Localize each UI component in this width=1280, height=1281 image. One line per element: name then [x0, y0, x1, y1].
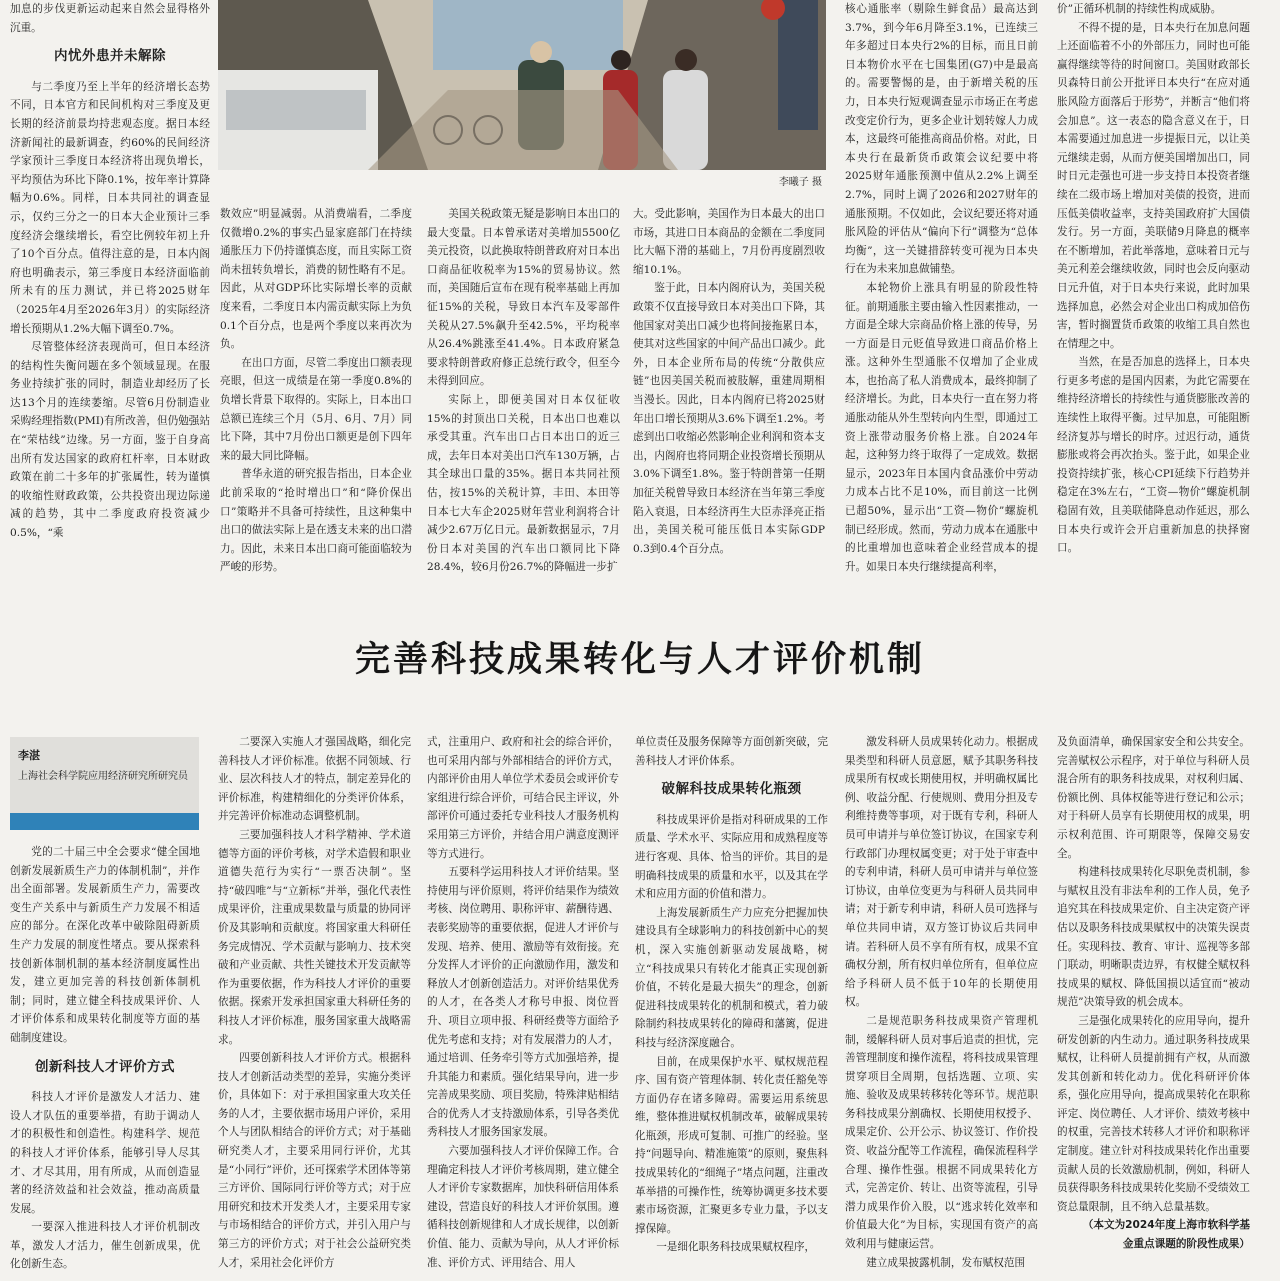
paragraph: 当然，在是否加息的选择上，日本央行更多考虑的是国内因素，为此它需要在维持经济增长的持续性与通货膨胀改善的连续性上取得平衡。过早加息，可能阻断经济复苏与增长的时序。过迟行动，通货膨胀或将会再次抬头。鉴于此，如果企业投资持续扩张，核心CPI延续下行趋势并稳定在3%左右，“工资—物价”螺旋机制稳固有效，且美联储降息动作延迟，那么日本央行或许会开启重新加息的抉择窗口。 [1057, 356, 1250, 555]
paragraph: 四要创新科技人才评价方式。根据科技人才创新活动类型的差异，实施分类评价，具体如下：对于承担国家重大攻关任务的人才，主要依据市场用户评价，采用个人与团队相结合的评价方式；对于基础研究类人才，主要采用同行评价，尤其是“小同行”评价，还可探索学术团体等第三方评价、国际同行评价等方式；对于应用研究和技术开发类人才，主要采用专家与市场相结合的评价方式，并引入用户与第三方的评价方式；对于社会公益研究类人才，采用社会化评价方 [218, 1052, 411, 1269]
paragraph: 价”正循环机制的持续性构成威胁。 [1057, 3, 1222, 15]
paragraph: 一是细化职务科技成果赋权程序， [656, 1241, 816, 1254]
article-column-3 [427, 733, 619, 1281]
article-column-4 [635, 733, 828, 1281]
top-column-6 [1057, 0, 1250, 592]
paragraph: 加息的步伐更新运动起来自然会显得格外沉重。 [10, 3, 210, 34]
paragraph: 目前，在成果保护水平、赋权规范程序、国有资产管理体制、转化责任豁免等方面仍存在诸多障碍。需要运用系统思维，整体推进赋权机制改革，破解成果转化瓶颈，形成可复制、可推广的经验。坚持“问题导向、精准施策”的原则，聚焦科技成果转化的“细绳子”堵点问题，注重改革举措的可操作性，统筹协调更多技术要素市场资源，汇聚更多专业力量，予以支撑保障。 [635, 1055, 828, 1235]
paragraph: 三是强化成果转化的应用导向，提升研发创新的内生动力。通过职务科技成果赋权，让科研人员提前拥有产权，从而激发其创新和转化动力。优化科研评价体系，强化应用导向，提高成果转化在职称评定、岗位聘任、人才评价、绩效考核中的权重，完善技术转移人才评价和职称评定制度。建立针对科技成果转化作出重要贡献人员的长效激励机制，例如，科研人员获得职务科技成果转化奖励不受绩效工资总量限制，且不纳入总量基数。 [1057, 1014, 1250, 1213]
section-subheading: 创新科技人才评价方式 [35, 1058, 175, 1075]
top-column-1 [10, 0, 210, 592]
paragraph: 大。受此影响，美国作为日本最大的出口市场，其进口日本商品的金额在二季度同比大幅下滑的基础上，7月份再度剧烈收缩10.1%。 [633, 208, 825, 276]
paragraph: 鉴于此，日本内阁府认为，美国关税政策不仅直接导致日本对美出口下降，其他国家对美出口减少也将间接拖累日本，使其对这些国家的中间产品出口减少。此外，日本企业所布局的传统“分散供应链”也因美国关税而被肢解，重建周期相当漫长。因此，日本内阁府已将2025财年出口增长预期从3.6%下调至1.2%。考虑到出口收缩必然影响企业利润和资本支出，内阁府也将同期企业投资增长预期从3.0%下调至1.8%。鉴于特朗普第一任期加征关税曾导致日本经济在当年第三季度陷入衰退，日本经济再生大臣赤泽亮正指出，美国关税可能压低日本实际GDP 0.3到0.4个百分点。 [633, 282, 825, 555]
author-box [10, 737, 199, 813]
photo-caption: 李曦子 摄 [778, 177, 822, 188]
paragraph: 党的二十届三中全会要求“健全国地创新发展新质生产力的体制机制”，并作出全面部署。发展新质生产力，需要改变生产关系中与新质生产力发展不相适应的部分。在深化改革中破除阻碍新质生产力发展的制度性堵点。要从探索科技创新体制机制的基本经济制度属性出发，建立更加完善的科技创新体制机制；同时，建立健全科技成果评价、人才评价体系和成果转化制度等方面的基础制度建设。 [10, 846, 200, 1044]
author-affiliation: 上海社会科学院应用经济研究所研究员 [18, 771, 188, 782]
paragraph: 本轮物价上涨具有明显的阶段性特征。前期通胀主要由输入性因素推动，一方面是全球大宗商品价格上涨的传导，另一方面是日元贬值导致进口商品价格上涨。这种外生型通胀不仅增加了企业成本，也抬高了私人消费成本，最终抑制了经济增长。为此，日本央行一直在努力将通胀动能从外生型转向内生型，即通过工资上涨带动服务价格上涨。自2024年起，这种努力终于取得了一定成效。数据显示，2023年日本国内食品涨价中劳动力成本占比不足10%，而目前这一比例已超50%，显示出“工资—物价”螺旋机制已经形成。然而，劳动力成本在通胀中的比重增加也意味着企业经营成本的提升。如果日本央行继续提高利率， [845, 281, 1038, 573]
top-column-3 [427, 205, 620, 592]
paragraph: 核心通胀率（剔除生鲜食品）最高达到3.7%，到今年6月降至3.1%，已连续三年多超过日本央行2%的目标，而且日前日本物价水平在七国集团(G7)中是最高的。需要警惕的是，由于新增关税的压力，日本央行短观调查显示市场正在考虑改变定价行为，更多企业计划转嫁人力成本，这最终可能推高商品价格。对此，日本央行在最新货币政策会议纪要中将2025财年通胀预测中值从2.2%上调至2.7%，同时上调了2026和2027财年的通胀预期。不仅如此，会议纪要还将对通胀风险的评估从“偏向下行”调整为“总体均衡”，这一关键措辞转变可视为日本央行在为未来加息做铺垫。 [845, 3, 1038, 276]
paragraph: 及负面清单，确保国家安全和公共安全。完善赋权公示程序，对于单位与科研人员混合所有的职务科技成果，对权利归属、份额比例、具体权能等进行登记和公示；对于科研人员享有长期使用权的成果，明示权利范围、许可期限等，保障交易安全。 [1057, 736, 1250, 860]
author-accent-bar [10, 813, 199, 830]
paragraph: 一要深入推进科技人才评价机制改革，激发人才活力，催生创新成果，优化创新生态。 [10, 1221, 200, 1271]
paragraph: 二是规范职务科技成果资产管理机制，缓解科研人员对事后追责的担忧，完善管理制度和操作流程，将科技成果管理贯穿项目全周期，包括选题、立项、实施、验收及成果转移转化等环节。规范职务科技成果分割确权、长期使用权授予、成果定价、公开公示、协议签订、作价投资、收益分配等工作流程，确保流程科学合理、操作性强。根据不同成果转化方式，完善定价、转让、出资等流程，引导潜力成果作价入股，以“逃求转化效率和价值最大化”为目标，实现国有资产的高效利用与健康运营。 [845, 1014, 1038, 1251]
article-column-1 [10, 843, 200, 1281]
section-subheading: 内忧外患并未解除 [54, 48, 166, 65]
top-column-4 [633, 205, 825, 592]
paragraph: 单位责任及服务保障等方面创新突破，完善科技人才评价体系。 [635, 736, 828, 767]
paragraph: 三要加强科技人才科学精神、学术道德等方面的评价考核，对学术造假和职业道德失范行为实行“一票否决制”。坚持“破四唯”与“立新标”并举，强化代表性成果评价，注重成果数量与质量的协同评价及其影响和贡献度。将国家重大科研任务完成情况、学术贡献与影响力、技术突破和产业贡献、共性关键技术开发贡献等作为重要依据，作为科技人才评价的重要依据。探索开发承担国家重大科研任务的科技人才评价标准，服务国家重大战略需求。 [218, 828, 411, 1046]
paragraph: 在出口方面，尽管二季度出口额表现亮眼，但这一成绩是在第一季度0.8%的负增长背景下取得的。实际上，日本出口总额已连续三个月（5月、6月、7月）同比下降，其中7月份出口额更是创下四年来的最大同比降幅。 [220, 356, 412, 462]
paragraph: 构建科技成果转化尽职免责机制，参与赋权且没有非法牟利的工作人员，免予追究其在科技成果定价、自主决定资产评估以及职务科技成果赋权中的决策失误责任。实现科技、教育、审计、巡视等多部门联动，明晰职责边界，有权健全赋权科技成果的赋权、降低国损以适宜而“被动规范”决策导致的机会成本。 [1057, 866, 1250, 1009]
paragraph: 激发科研人员成果转化动力。根据成果类型和科研人员意愿，赋予其职务科技成果所有权或长期使用权，并明确权属比例、收益分配、行使规则、费用分担及专利维持费等事项，对于既有专利，科研人员可申请并与单位签订协议，在国家专利行政部门办理权属变更；对于处于审查中的专利申请，科研人员可申请并与单位签订协议，由单位变更为与科研人员共同申请；对于新专利申请，科研人员可选择与单位共同申请，双方签订协议后共同申请。若科研人员不享有所有权，成果不宜确权分割，所有权归单位所有，但单位应给予科研人员不低于10年的长期使用权。 [845, 736, 1038, 1009]
paragraph: 不得不提的是，日本央行在加息问题上还面临着不小的外部压力，同时也可能赢得继续等待的时间窗口。美国财政部长贝森特日前公开批评日本央行“在应对通胀风险方面落后于形势”，并断言“他们将会加息”。这一表态的隐含意义在于，日本需要通过加息进一步提振日元，以让美元继续走弱，从而方便美国增加出口，同时日元走强也可进一步支持日本投资者继续在二级市场上增加对美债的投资，进而压低美债收益率，支持美国政府扩大国债发行。另一方面，美联储9月降息的概率在不断增加，若此举落地，意味着日元与美元利差会继续收敛，同时也会反向驱动日元升值，对于日本央行来说，此时加果选择加息，必然会对企业出口构成加倍伤害，暂时搁置货币政策的收缩工具自然也在情理之中。 [1057, 21, 1250, 350]
paragraph: 式，注重用户、政府和社会的综合评价，也可采用内部与外部相结合的评价方式，内部评价由用人单位学术委员会或评价专家组进行综合评价，可结合民主评议，外部评价可通过委托专业科技人才服务机构采用第三方评价，并结合用户满意度测评等方式进行。 [427, 736, 619, 860]
author-name: 李湛 [18, 749, 40, 762]
article-headline: 完善科技成果转化与人才评价机制 [354, 639, 925, 680]
street-photo [218, 0, 826, 170]
paragraph: 尽管整体经济表现尚可，但日本经济的结构性失衡问题在多个领域显现。在服务业持续扩张的同时，制造业却经历了长达13个月的连续萎缩。尽管6月份制造业采购经理指数(PMI)有所改善，但仍勉强站在“荣枯线”边缘。另一方面，鉴于自身高出所有发达国家的政府杠杆率，日本财政政策在前二十多年的扩张属性，转为谨慎的收缩性财政政策，公共投资出现边际递减的趋势，其中二季度政府投资减少0.5%，“乘 [10, 341, 210, 540]
article-column-2 [218, 733, 411, 1281]
article-column-6 [1057, 733, 1250, 1281]
article-column-5 [845, 733, 1038, 1281]
paragraph: 美国关税政策无疑是影响日本出口的最大变量。日本曾承诺对美增加5500亿美元投资，以此换取特朗普政府对日本出口商品征收税率为15%的贸易协议。然而，美国随后宣布在现有税率基础上再加征15%的关税，导致日本汽车及零部件关税从27.5%飙升至42.5%，平均税率从26.4%跳涨至41.4%。日本政府紧急要求特朗普政府修正总统行政令，但至今未得到回应。 [427, 208, 620, 388]
article-footnote: （本文为2024年度上海市软科学基金重点课题的阶段性成果） [1082, 1219, 1250, 1251]
paragraph: 普华永道的研究报告指出，日本企业此前采取的“抢时增出口”和“降价保出口”策略并不具备可持续性，且这种集中出口的做法实际上是在透支未来的出口潜力。因此，未来日本出口商可能面临较为严峻的形势。 [220, 468, 412, 574]
street-photo-illustration [218, 0, 826, 170]
paragraph: 数效应”明显减弱。从消费端看，二季度仅微增0.2%的事实凸显家庭部门在持续通胀压力下仍持谨慎态度，而且实际工资尚未扭转负增长，消费的韧性略有不足。因此，从对GDP环比实际增长率的贡献度来看，二季度日本内需贡献实际上为负0.1个百分点，也是两个季度以来再次为负。 [220, 208, 412, 351]
section-subheading: 破解科技成果转化瓶颈 [661, 781, 802, 798]
paragraph: 实际上，即便美国对日本仅征收15%的封顶出口关税，日本出口也难以承受其重。汽车出口占日本出口的近三成，去年日本对美出口汽车130万辆，占其全球出口量的35%。据日本共同社预估，按15%的关税计算，丰田、本田等日本七大车企2025财年营业利润将合计减少2.67万亿日元。最新数据显示，7月份日本对美国的汽车出口额同比下降28.4%，较6月份26.7%的降幅进一步扩 [427, 393, 620, 574]
paragraph: 建立成果披露机制，发布赋权范围 [866, 1256, 1026, 1269]
paragraph: 上海发展新质生产力应充分把握加快建设具有全球影响力的科技创新中心的契机，深入实施创新驱动发展战略，树立“科技成果只有转化才能真正实现创新价值，不转化是最大损失”的理念，创新促进科技成果转化的机制和模式，着力破除制约科技成果转化的障碍和藩篱，促进科技与经济深度融合。 [635, 906, 828, 1049]
paragraph: 二要深入实施人才强国战略，细化完善科技人才评价标准。依据不同领域、行业、层次科技人才的特点，制定差异化的评价标准，构建精细化的分类评价体系，并完善评价标准动态调整机制。 [218, 736, 411, 823]
paragraph: 六要加强科技人才评价保障工作。合理确定科技人才评价考核周期，建立健全人才评价专家数据库，加快科研信用体系建设，营造良好的科技人才评价氛围。遵循科技创新规律和人才成长规律，以创新价值、能力、贡献为导向，从人才评价标准、评价方式、评用结合、用人 [427, 1145, 619, 1269]
paragraph: 科技人才评价是激发人才活力、建设人才队伍的重要举措，有助于调动人才的积极性和创造性。构建科学、规范的科技人才评价体系，能够引导人尽其才、才尽其用，用有所成，从而创造显著的经济效益和社会效益，推动高质量发展。 [10, 1091, 200, 1215]
paragraph: 与二季度乃至上半年的经济增长态势不同，日本官方和民间机构对三季度及更长期的经济前景均持悲观态度。据日本经济新闻社的最新调查，约60%的民间经济学家预计三季度日本经济将出现负增长，平均预估为环比下降0.1%，按年率计算降幅为0.6%。同样，日本共同社的调查显示，仅约三分之一的日本大企业预计三季度经济会继续增长，看空比例较年初上升了10个百分点。值得注意的是，日本内阁府也明确表示，第三季度日本经济面临前所未有的压力测试，并已将2025财年（2025年4月至2026年3月）的实际经济增长预期从1.2%大幅下调至0.7%。 [10, 80, 210, 335]
paragraph: 五要科学运用科技人才评价结果。坚持使用与评价原则，将评价结果作为绩效考核、岗位聘用、职称评审、薪酬待遇、表彰奖励等的重要依据，促进人才评价与发现、培养、使用、激励等有效衔接。充分发挥人才评价的正向激励作用，激发和释放人才创新创造活力。对评价结果优秀的人才，在各类人才称号申报、岗位晋升、项目立项申报、科研经费等方面给予优先考虑和支持；对有发展潜力的人才，通过培训、任务牵引等方式加强培养，提升其能力和素质。强化结果导向，进一步完善成果奖励、项目奖励，特殊津贴相结合的优秀人才支持激励体系，引导各类优秀科技人才服务国家发展。 [427, 866, 619, 1139]
paragraph: 科技成果评价是指对科研成果的工作质量、学术水平、实际应用和成熟程度等进行客观、具体、恰当的评价。其目的是明确科技成果的质量和水平，以及其在学术和应用方面的价值和潜力。 [635, 813, 828, 901]
top-column-2 [220, 205, 412, 592]
top-column-5 [845, 0, 1038, 592]
